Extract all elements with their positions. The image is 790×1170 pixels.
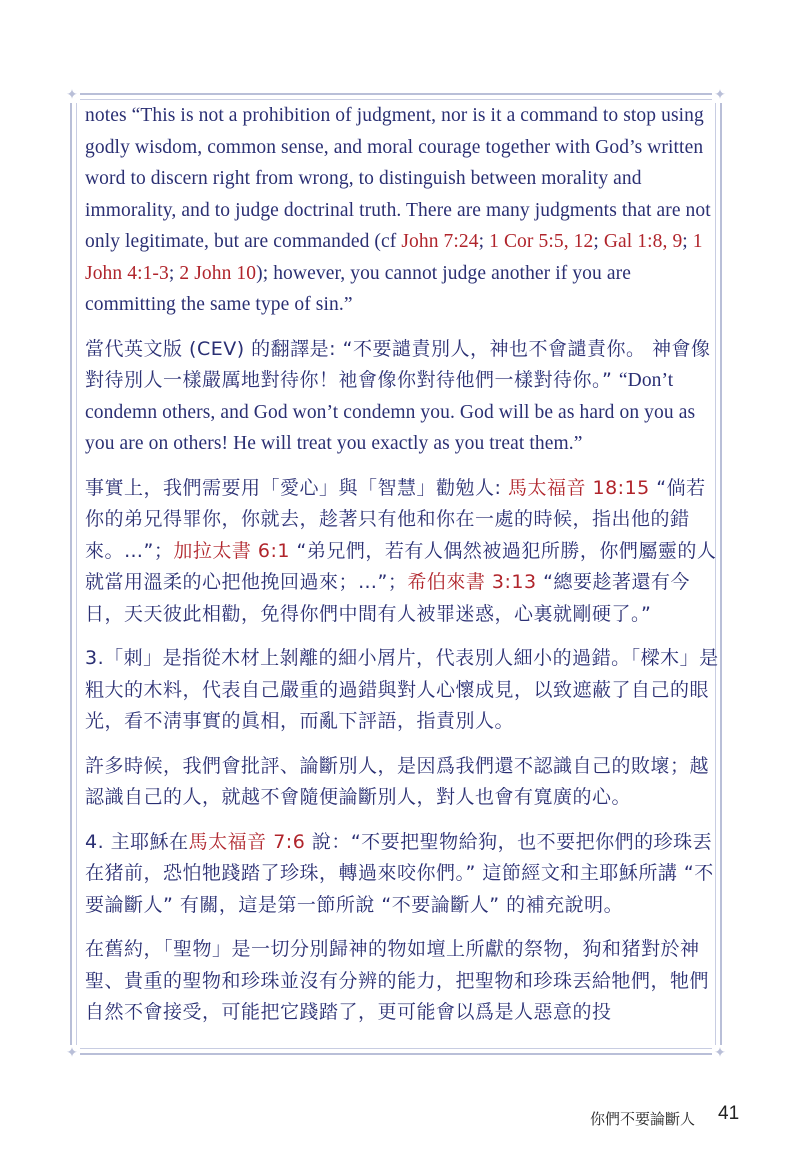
paragraph-note-3: 3.「刺」是指從木材上剝離的細小屑片，代表別人細小的過錯。「樑木」是粗大的木料，代表自己嚴重的過錯與對人心懷成見，以致遮蔽了自己的眼光，看不淸事實的眞相，而亂下評語，指責別人。 <box>85 647 719 732</box>
page-content <box>85 100 721 1042</box>
text: ; <box>682 231 693 252</box>
corner-ornament-icon: ✦ <box>712 1045 728 1061</box>
paragraph-criticism: 許多時候，我們會批評、論斷別人，是因爲我們還不認識自己的敗壞；越認識自己的人，就越不會隨便論斷別人，對人也會有寬廣的心。 <box>85 754 710 808</box>
scripture-ref: 1 Cor 5:5, 12 <box>489 231 594 252</box>
corner-ornament-icon: ✦ <box>64 87 80 103</box>
paragraph-holy-things: 在舊約，「聖物」是一切分別歸神的物如壇上所獻的祭物，狗和猪對於神聖、貴重的聖物和珍珠並沒有分辨的能力，把聖物和珍珠丟給牠們，牠們自然不會接受，可能把它踐踏了，更可能會以爲是人惡意的投 <box>85 938 710 1023</box>
scripture-ref: 1 John 4:1-3 <box>85 231 703 284</box>
scripture-ref: 馬太福音 7:6 <box>188 830 306 853</box>
scripture-ref: 加拉太書 6:1 <box>173 539 290 562</box>
paragraph-exhortation <box>85 473 721 631</box>
text: notes “This is not a prohibition of judgment, nor is it a command to stop using godly wisdom, common sense, and moral courage together with God’s written word to discern right from wrong, to distinguish between morality and immorality, and to judge doctrinal truth. There are many judgments that are not only legitimate, but are commanded (cf <box>85 105 711 252</box>
scripture-ref: John 7:24 <box>401 231 479 252</box>
text: 說：“不要把聖物給狗，也不要把你們的珍珠丟在猪前，恐怕牠踐踏了珍珠，轉過來咬你們。” 這節經文和主耶穌所講 “不要論斷人” 有關，這是第一節所說 “不要論斷人” 的補充說明。 <box>85 830 714 916</box>
text: 4. 主耶穌在 <box>85 830 189 853</box>
text: 當代英文版 (CEV) 的翻譯是: “不要譴責別人，神也不會譴責你。 神會像對待別人一樣嚴厲地對待你！祂會像你對待他們一樣對待你。” <box>85 337 711 391</box>
paragraph-notes-quote <box>85 100 721 321</box>
scripture-ref: 希伯來書 3:13 <box>407 571 537 593</box>
scripture-ref: 2 John 10 <box>179 262 257 284</box>
text: ; <box>168 262 180 284</box>
page-number: 41 <box>718 1103 740 1124</box>
paragraph-note-4 <box>85 827 721 922</box>
text: 事實上，我們需要用「愛心」與「智慧」勸勉人: <box>85 476 508 499</box>
paragraph-cev <box>85 334 721 460</box>
scripture-ref: 馬太福音 18:15 <box>507 476 650 499</box>
corner-ornament-icon: ✦ <box>712 87 728 103</box>
text: ; <box>478 231 490 252</box>
text: “弟兄們，若有人偶然被過犯所勝，你們屬靈的人就當用溫柔的心把他挽回過來；…”； <box>85 539 717 593</box>
corner-ornament-icon: ✦ <box>64 1045 80 1061</box>
text: ); however, you cannot judge another if you are committing the same type of sin.” <box>85 262 631 315</box>
text: ; <box>593 231 604 252</box>
scripture-ref: Gal 1:8, 9 <box>603 231 683 252</box>
text: “總要趁著還有今日，天天彼此相勸，免得你們中間有人被罪迷惑，心裏就剛硬了。” <box>85 571 690 625</box>
text: “倘若你的弟兄得罪你，你就去，趁著只有他和你在一處的時候，指出他的錯來。…”； <box>85 476 706 562</box>
running-footer-title: 你們不要論斷人 <box>590 1110 696 1128</box>
text: “Don’t condemn others, and God won’t condemn you. God will be as hard on you as you are on others! He will treat you exactly as you treat them.” <box>85 370 696 454</box>
